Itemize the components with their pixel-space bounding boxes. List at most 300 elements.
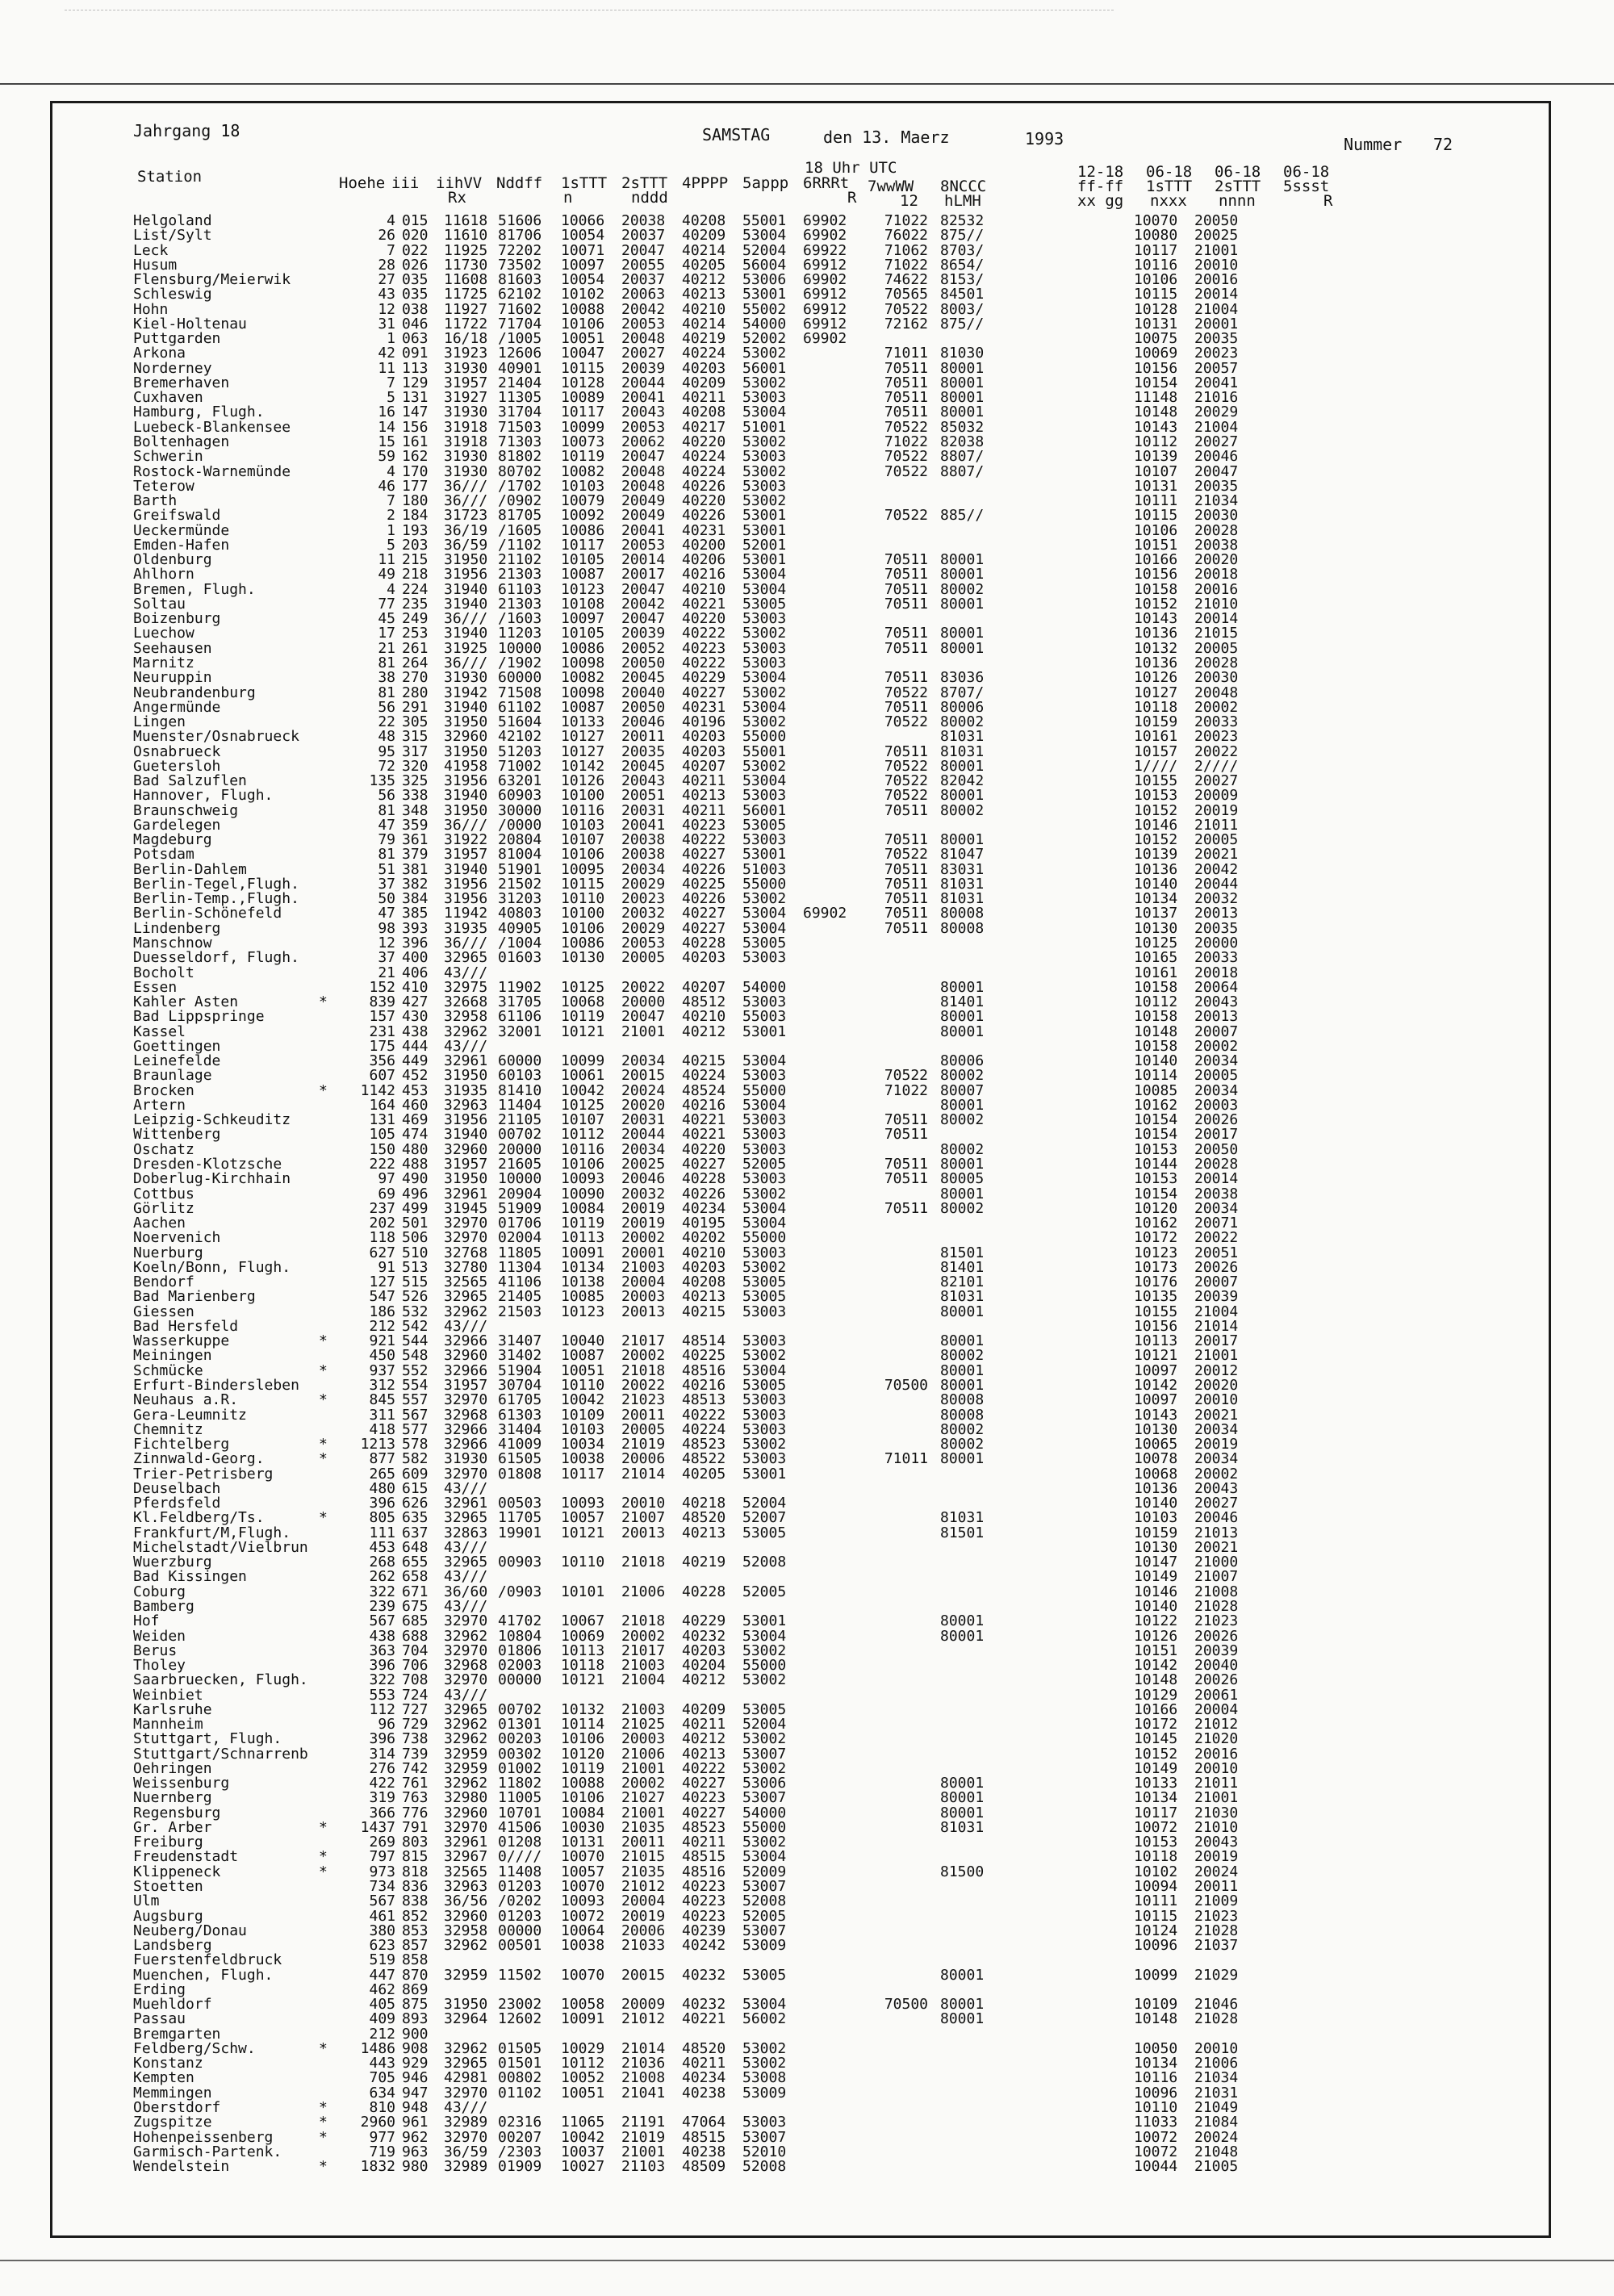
group-5appp: 52004	[742, 1495, 787, 1512]
station-name: Freiburg	[133, 1834, 203, 1851]
col-5ssst: 5ssst	[1283, 178, 1330, 195]
group-8nccc: 80001	[940, 1008, 985, 1026]
group-1sttt-max: 10069	[1134, 345, 1178, 362]
group-2sttt-min: 21014	[1194, 1317, 1239, 1335]
group-2sttt-min: 21012	[1194, 1716, 1239, 1734]
group-8nccc: 80002	[940, 580, 985, 598]
station-name: Oberstdorf	[133, 2099, 221, 2116]
group-8nccc: 8654/	[940, 256, 985, 274]
group-2sttt: 20010	[621, 1495, 666, 1512]
station-name: Dresden-Klotzsche	[133, 1156, 282, 1173]
group-1sttt: 10119	[561, 1759, 605, 1777]
col-8nccc-sub: hLMH	[944, 192, 981, 210]
group-4pppp: 40226	[682, 860, 726, 878]
group-4pppp: 48515	[682, 2128, 726, 2146]
group-1sttt: 10106	[561, 846, 605, 864]
group-2sttt-min: 20022	[1194, 1229, 1239, 1247]
nddff: /0902	[498, 492, 542, 510]
elevation: 38	[378, 669, 395, 687]
group-1sttt-max: 10156	[1134, 1317, 1178, 1335]
group-1sttt: 10131	[561, 1834, 605, 1851]
group-2sttt: 21001	[621, 1759, 666, 1777]
iihvv: 32780	[444, 1258, 488, 1276]
station-id: 193	[402, 521, 429, 539]
group-7wwww: 70522	[884, 1067, 928, 1085]
group-5appp: 54000	[742, 1804, 787, 1821]
elevation: 845	[369, 1391, 395, 1409]
group-8nccc: 80008	[940, 1406, 985, 1424]
elevation: 547	[369, 1288, 395, 1306]
group-2sttt-min: 20021	[1194, 846, 1239, 864]
group-2sttt: 20024	[621, 1081, 666, 1099]
group-1sttt-max: 10072	[1134, 2143, 1178, 2160]
iihvv: 31940	[444, 860, 488, 878]
station-name: Bremgarten	[133, 2025, 221, 2043]
group-5appp: 53003	[742, 1420, 787, 1438]
group-2sttt: 21014	[621, 1465, 666, 1483]
group-2sttt: 20004	[621, 1273, 666, 1291]
station-id: 469	[402, 1111, 429, 1129]
group-8nccc: 81031	[940, 1509, 985, 1527]
station-name: Oehringen	[133, 1759, 212, 1777]
group-5appp: 53001	[742, 1023, 787, 1040]
iihvv: 31957	[444, 1376, 488, 1394]
group-2sttt-min: 20035	[1194, 330, 1239, 348]
group-1sttt: 10034	[561, 1436, 605, 1453]
station-id: 131	[402, 389, 429, 407]
station-name: Muehldorf	[133, 1996, 212, 2014]
nddff: 81410	[498, 1081, 542, 1099]
nddff: 81603	[498, 271, 542, 289]
nddff: 81706	[498, 227, 542, 245]
group-2sttt-min: 20028	[1194, 521, 1239, 539]
mountain-mark: *	[319, 2128, 328, 2146]
station-name: Puttgarden	[133, 330, 221, 348]
nddff: 61303	[498, 1406, 542, 1424]
station-id: 453	[402, 1081, 429, 1099]
group-2sttt-min: 20026	[1194, 1627, 1239, 1645]
group-1sttt-max: 10123	[1134, 1244, 1178, 1261]
group-1sttt-max: 10136	[1134, 625, 1178, 642]
elevation: 31	[378, 315, 395, 332]
station-id: 147	[402, 404, 429, 421]
group-1sttt-max: 10072	[1134, 2128, 1178, 2146]
group-8nccc: 81501	[940, 1524, 985, 1541]
group-1sttt-max: 10099	[1134, 1966, 1178, 1984]
station-id: 427	[402, 993, 429, 1011]
group-7wwww: 70522	[884, 300, 928, 318]
group-4pppp: 40204	[682, 1657, 726, 1675]
group-1sttt: 10120	[561, 1745, 605, 1763]
group-1sttt-max: 10127	[1134, 684, 1178, 701]
nddff: 12602	[498, 2010, 542, 2028]
group-5appp: 53003	[742, 787, 787, 805]
nddff: /0903	[498, 1583, 542, 1600]
group-7wwww: 70511	[884, 860, 928, 878]
group-2sttt: 20038	[621, 846, 666, 864]
group-2sttt-min: 20005	[1194, 831, 1239, 849]
group-2sttt-min: 20050	[1194, 212, 1239, 229]
group-7wwww: 70522	[884, 757, 928, 775]
nddff: /1102	[498, 536, 542, 554]
elevation: 553	[369, 1686, 395, 1704]
group-4pppp: 40211	[682, 389, 726, 407]
iihvv: 31940	[444, 595, 488, 613]
group-1sttt-max: 10154	[1134, 1111, 1178, 1129]
elevation: 12	[378, 300, 395, 318]
group-2sttt-min: 21013	[1194, 1524, 1239, 1541]
station-id: 870	[402, 1966, 429, 1984]
station-id: 015	[402, 212, 429, 229]
group-2sttt: 20034	[621, 1052, 666, 1070]
col-7wwww-sub: 12	[900, 192, 918, 210]
group-1sttt: 10082	[561, 669, 605, 687]
group-2sttt-min: 20064	[1194, 978, 1239, 996]
group-4pppp: 40207	[682, 978, 726, 996]
group-1sttt: 10127	[561, 742, 605, 760]
station-id: 270	[402, 669, 429, 687]
group-4pppp: 48516	[682, 1361, 726, 1379]
station-id: 393	[402, 919, 429, 937]
group-1sttt: 10086	[561, 521, 605, 539]
station-name: Gera-Leumnitz	[133, 1406, 247, 1424]
iihvv: 11730	[444, 256, 488, 274]
group-4pppp: 40212	[682, 1730, 726, 1748]
group-1sttt: 10051	[561, 1361, 605, 1379]
group-2sttt-min: 20030	[1194, 669, 1239, 687]
group-1sttt: 10119	[561, 1008, 605, 1026]
station-name: Teterow	[133, 477, 194, 495]
group-1sttt: 10133	[561, 713, 605, 731]
nummer-label: Nummer	[1344, 135, 1403, 154]
group-1sttt: 10052	[561, 2069, 605, 2087]
group-4pppp: 40213	[682, 1524, 726, 1541]
group-2sttt-min: 20034	[1194, 1199, 1239, 1217]
station-name: Manschnow	[133, 935, 212, 952]
elevation: 7	[387, 374, 395, 391]
group-5appp: 53004	[742, 1052, 787, 1070]
group-2sttt: 20011	[621, 1834, 666, 1851]
station-id: 348	[402, 801, 429, 819]
iihvv: 31950	[444, 801, 488, 819]
station-name: Osnabrueck	[133, 742, 221, 760]
station-name: Frankfurt/M,Flugh.	[133, 1524, 291, 1541]
group-1sttt: 10090	[561, 1185, 605, 1202]
nddff: 51203	[498, 742, 542, 760]
group-4pppp: 40221	[682, 1126, 726, 1144]
group-5appp: 53007	[742, 1922, 787, 1939]
group-1sttt-max: 10115	[1134, 507, 1178, 525]
nddff: 81705	[498, 507, 542, 525]
nddff: 11502	[498, 1966, 542, 1984]
group-2sttt-min: 21028	[1194, 2010, 1239, 2028]
group-2sttt-min: 20004	[1194, 1700, 1239, 1718]
nddff: 61106	[498, 1008, 542, 1026]
iihvv: 36/19	[444, 521, 488, 539]
station-name: Nuerburg	[133, 1244, 203, 1261]
group-2sttt-min: 20044	[1194, 875, 1239, 893]
group-2sttt: 21018	[621, 1612, 666, 1630]
iihvv: 32964	[444, 2010, 488, 2028]
group-7wwww: 70522	[884, 448, 928, 466]
station-name: Fuerstenfeldbruck	[133, 1951, 282, 1969]
elevation: 405	[369, 1996, 395, 2014]
group-2sttt: 20037	[621, 271, 666, 289]
group-1sttt-max: 10165	[1134, 949, 1178, 967]
group-2sttt-min: 20007	[1194, 1273, 1239, 1291]
group-8nccc: 83031	[940, 860, 985, 878]
col-1sttt: 1sTTT	[561, 174, 608, 192]
station-id: 384	[402, 890, 429, 908]
group-2sttt: 20013	[621, 1303, 666, 1320]
group-1sttt-max: 10152	[1134, 801, 1178, 819]
group-8nccc: 80001	[940, 978, 985, 996]
group-8nccc: 80001	[940, 2010, 985, 2028]
station-name: Weinbiet	[133, 1686, 203, 1704]
nddff: 40905	[498, 919, 542, 937]
group-4pppp: 40209	[682, 227, 726, 245]
group-5appp: 53003	[742, 1303, 787, 1320]
station-id: 708	[402, 1671, 429, 1689]
station-id: 577	[402, 1420, 429, 1438]
station-name: Chemnitz	[133, 1420, 203, 1438]
group-1sttt: 10109	[561, 1406, 605, 1424]
station-id: 655	[402, 1554, 429, 1571]
station-name: Neuruppin	[133, 669, 212, 687]
group-7wwww: 71022	[884, 212, 928, 229]
group-1sttt: 10106	[561, 1789, 605, 1807]
group-5appp: 53001	[742, 286, 787, 303]
group-7wwww: 70522	[884, 507, 928, 525]
nddff: /1702	[498, 477, 542, 495]
station-name: Berlin-Dahlem	[133, 860, 247, 878]
station-name: Bamberg	[133, 1597, 194, 1615]
station-name: Noervenich	[133, 1229, 221, 1247]
group-2sttt-min: 20025	[1194, 227, 1239, 245]
station-name: Muenster/Osnabrueck	[133, 728, 299, 746]
group-1sttt: 10097	[561, 610, 605, 628]
group-6rrrt: 69902	[803, 271, 847, 289]
station-id: 857	[402, 1937, 429, 1955]
group-8nccc: 80002	[940, 1111, 985, 1129]
date-label: den 13. Maerz	[823, 128, 950, 147]
station-id: 035	[402, 271, 429, 289]
group-8nccc: 82038	[940, 433, 985, 450]
group-2sttt-min: 20010	[1194, 2039, 1239, 2057]
station-name: Berus	[133, 1641, 178, 1659]
group-2sttt: 20034	[621, 1140, 666, 1158]
col-2sttt: 2sTTT	[621, 174, 668, 192]
group-1sttt-max: 10172	[1134, 1229, 1178, 1247]
group-1sttt-max: 10143	[1134, 1406, 1178, 1424]
station-id: 474	[402, 1126, 429, 1144]
group-2sttt: 20050	[621, 654, 666, 671]
group-2sttt-min: 20048	[1194, 684, 1239, 701]
group-1sttt: 10070	[561, 1878, 605, 1896]
group-1sttt: 10087	[561, 566, 605, 583]
nddff: 10701	[498, 1804, 542, 1821]
station-id: 776	[402, 1804, 429, 1821]
station-id: 609	[402, 1465, 429, 1483]
group-2sttt: 20049	[621, 507, 666, 525]
elevation: 164	[369, 1096, 395, 1114]
iihvv: 31930	[444, 448, 488, 466]
group-2sttt-min: 20030	[1194, 507, 1239, 525]
group-1sttt-max: 10152	[1134, 595, 1178, 613]
group-2sttt-min: 20057	[1194, 359, 1239, 377]
group-2sttt-min: 21028	[1194, 1922, 1239, 1939]
iihvv: 11610	[444, 227, 488, 245]
group-1sttt: 10116	[561, 1140, 605, 1158]
station-id: 177	[402, 477, 429, 495]
group-1sttt: 10105	[561, 625, 605, 642]
elevation: 319	[369, 1789, 395, 1807]
group-5appp: 55003	[742, 1008, 787, 1026]
station-id: 671	[402, 1583, 429, 1600]
elevation: 222	[369, 1156, 395, 1173]
elevation: 977	[369, 2128, 395, 2146]
elevation: 312	[369, 1376, 395, 1394]
elevation: 311	[369, 1406, 395, 1424]
col-iii: iii	[391, 174, 420, 192]
elevation: 81	[378, 654, 395, 671]
group-1sttt: 10057	[561, 1863, 605, 1880]
group-2sttt: 20047	[621, 1008, 666, 1026]
station-name: Hannover, Flugh.	[133, 787, 274, 805]
group-8nccc: 80001	[940, 566, 985, 583]
elevation: 1	[387, 521, 395, 539]
station-id: 582	[402, 1450, 429, 1468]
group-4pppp: 40223	[682, 1878, 726, 1896]
group-4pppp: 40210	[682, 300, 726, 318]
elevation: 438	[369, 1627, 395, 1645]
iihvv: 32863	[444, 1524, 488, 1541]
group-2sttt: 21023	[621, 1391, 666, 1409]
weekday-label: SAMSTAG	[702, 125, 771, 144]
group-2sttt-min: 20027	[1194, 772, 1239, 790]
group-5appp: 53002	[742, 684, 787, 701]
group-2sttt-min: 20002	[1194, 698, 1239, 716]
station-name: Karlsruhe	[133, 1700, 212, 1718]
iihvv: 31922	[444, 831, 488, 849]
group-8nccc: 80002	[940, 801, 985, 819]
elevation: 49	[378, 566, 395, 583]
group-2sttt-min: 20043	[1194, 1479, 1239, 1497]
iihvv: 31956	[444, 875, 488, 893]
station-name: Tholey	[133, 1657, 186, 1675]
iihvv: 32970	[444, 2128, 488, 2146]
nddff: 62102	[498, 286, 542, 303]
station-name: Wendelstein	[133, 2158, 230, 2176]
nddff: 31705	[498, 993, 542, 1011]
col-xx-gg: xx gg	[1077, 192, 1124, 210]
group-5appp: 53002	[742, 757, 787, 775]
nddff: 51606	[498, 212, 542, 229]
elevation: 152	[369, 978, 395, 996]
station-id: 325	[402, 772, 429, 790]
station-id: 946	[402, 2069, 429, 2087]
group-1sttt: 10108	[561, 595, 605, 613]
group-2sttt-min: 20024	[1194, 1863, 1239, 1880]
group-2sttt: 20004	[621, 1892, 666, 1910]
station-name: List/Sylt	[133, 227, 212, 245]
station-id: 224	[402, 580, 429, 598]
group-7wwww: 72162	[884, 315, 928, 332]
group-1sttt-max: 11148	[1134, 389, 1178, 407]
group-1sttt-max: 10113	[1134, 1332, 1178, 1350]
station-id: 449	[402, 1052, 429, 1070]
group-1sttt: 10119	[561, 1215, 605, 1232]
nddff: /1603	[498, 610, 542, 628]
group-5appp: 53005	[742, 935, 787, 952]
group-8nccc: 80008	[940, 919, 985, 937]
station-name: Regensburg	[133, 1804, 221, 1821]
station-id: 499	[402, 1199, 429, 1217]
nddff: 00903	[498, 1554, 542, 1571]
group-2sttt: 21001	[621, 1804, 666, 1821]
group-5appp: 53005	[742, 1288, 787, 1306]
group-8nccc: 80002	[940, 1347, 985, 1365]
station-id: 742	[402, 1759, 429, 1777]
group-2sttt: 20014	[621, 551, 666, 569]
station-name: Stuttgart/Schnarrenb	[133, 1745, 308, 1763]
group-8nccc: 80001	[940, 757, 985, 775]
station-name: Berlin-Schönefeld	[133, 905, 282, 922]
group-1sttt: 10042	[561, 1391, 605, 1409]
nddff: /1605	[498, 521, 542, 539]
station-id: 063	[402, 330, 429, 348]
nddff: 11005	[498, 1789, 542, 1807]
group-1sttt-max: 10140	[1134, 875, 1178, 893]
nddff: 51904	[498, 1361, 542, 1379]
elevation: 37	[378, 875, 395, 893]
elevation: 1	[387, 330, 395, 348]
iihvv: 32970	[444, 2084, 488, 2102]
elevation: 95	[378, 742, 395, 760]
group-4pppp: 40214	[682, 315, 726, 332]
group-5appp: 53004	[742, 905, 787, 922]
nddff: 0////	[498, 1848, 542, 1866]
group-5appp: 53005	[742, 1273, 787, 1291]
group-1sttt: 10091	[561, 2010, 605, 2028]
group-2sttt: 21006	[621, 1583, 666, 1600]
group-4pppp: 40211	[682, 2055, 726, 2072]
nddff: 21502	[498, 875, 542, 893]
group-4pppp: 40232	[682, 1966, 726, 1984]
col-4pppp: 4PPPP	[682, 174, 729, 192]
group-4pppp: 48512	[682, 993, 726, 1011]
group-5appp: 53003	[742, 993, 787, 1011]
group-4pppp: 40203	[682, 1258, 726, 1276]
group-2sttt-min: 21011	[1194, 816, 1239, 834]
station-name: Potsdam	[133, 846, 194, 864]
group-5appp: 52001	[742, 536, 787, 554]
station-id: 379	[402, 846, 429, 864]
group-4pppp: 47064	[682, 2114, 726, 2131]
station-name: Bendorf	[133, 1273, 194, 1291]
elevation: 157	[369, 1008, 395, 1026]
group-1sttt: 10038	[561, 1450, 605, 1468]
group-4pppp: 40211	[682, 801, 726, 819]
station-name: Greifswald	[133, 507, 221, 525]
nddff: 41702	[498, 1612, 542, 1630]
group-1sttt: 10127	[561, 728, 605, 746]
group-1sttt: 10054	[561, 227, 605, 245]
group-2sttt: 20006	[621, 1450, 666, 1468]
group-2sttt-min: 20018	[1194, 964, 1239, 981]
station-name: Luechow	[133, 625, 194, 642]
iihvv: 32960	[444, 1347, 488, 1365]
